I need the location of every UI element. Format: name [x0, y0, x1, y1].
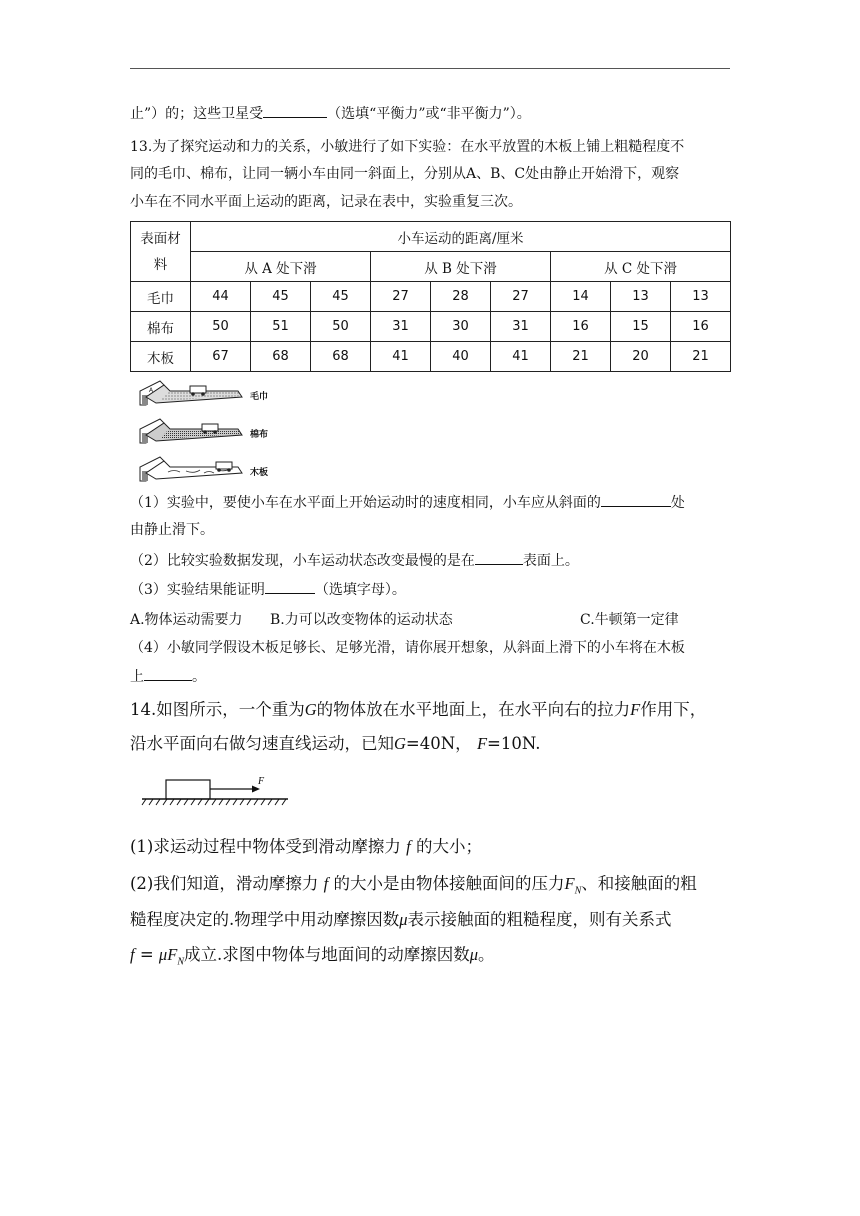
- table-cell: 21: [551, 342, 611, 372]
- table-distance-header: 小车运动的距离/厘米: [191, 222, 731, 252]
- q14-part2-text-3: 、和接触面的粗: [581, 874, 697, 893]
- q13-sub4-line: （4）小敏同学假设木板足够长、足够光滑，请你展开想象，从斜面上滑下的小车将在木板: [130, 640, 685, 656]
- q13-sub4-cont: [130, 666, 206, 687]
- table-cell: 16: [671, 312, 731, 342]
- table-cell: 15: [611, 312, 671, 342]
- q14-text-6: =10N.: [487, 734, 541, 753]
- table-cell: 50: [311, 312, 371, 342]
- ramp-figure-wood: [138, 453, 298, 483]
- symbol-friction: f: [130, 945, 135, 964]
- table-cell: 41: [491, 342, 551, 372]
- q13-intro-line-2: 同的毛巾、棉布，让同一辆小车由同一斜面上，分别从A、B、C处由静止开始滑下，观察: [130, 166, 680, 182]
- table-cell: 31: [491, 312, 551, 342]
- table-group-b: 从 B 处下滑: [371, 252, 551, 282]
- symbol-friction: f: [323, 874, 329, 893]
- table-cell: 14: [551, 282, 611, 312]
- table-row: [131, 312, 731, 342]
- symbol-f-force: F: [476, 734, 488, 753]
- table-cell: 50: [191, 312, 251, 342]
- q13-sub3-text: （3）实验结果能证明: [130, 582, 265, 598]
- table-cell: 45: [251, 282, 311, 312]
- answer-blank: [144, 666, 192, 681]
- option-c: C.牛顿第一定律: [580, 612, 679, 628]
- table-group-c: 从 C 处下滑: [551, 252, 731, 282]
- table-cell: 16: [551, 312, 611, 342]
- q14-part1-text-2: 的大小；: [415, 837, 482, 856]
- table-cell: 31: [371, 312, 431, 342]
- symbol-normal-force: F: [167, 945, 178, 964]
- table-cell: 13: [611, 282, 671, 312]
- table-cell: 30: [431, 312, 491, 342]
- q12-text-2: （选填“平衡力”或“非平衡力”）。: [327, 106, 531, 122]
- table-cell: 44: [191, 282, 251, 312]
- q12-text: 止”）的；这些卫星受: [130, 106, 264, 122]
- q13-sub1-line: [130, 492, 685, 513]
- answer-blank: [601, 492, 671, 507]
- ramp-figure-cotton: [138, 415, 298, 445]
- q14-text-5: =40N，: [405, 734, 472, 753]
- q13-sub1-text: （1）实验中，要使小车在水平面上开始运动时的速度相同，小车应从斜面的: [130, 495, 601, 511]
- q14-part2-text-2: 的大小是由物体接触面间的压力: [333, 874, 565, 893]
- row-material: 棉布: [131, 312, 191, 342]
- table-cell: 27: [371, 282, 431, 312]
- ramp-label-towel: 毛巾: [250, 392, 269, 402]
- symbol-mu: μ: [399, 910, 408, 929]
- row-material: 木板: [131, 342, 191, 372]
- q13-sub4-text-2: 。: [192, 669, 206, 685]
- symbol-f-force: F: [630, 700, 641, 719]
- q14-part2-line2: [130, 908, 672, 932]
- ramp-label-wood: 木板: [250, 468, 269, 478]
- block-force-figure: [140, 770, 290, 810]
- table-cell: 40: [431, 342, 491, 372]
- table-row: [131, 342, 731, 372]
- table-cell: 28: [431, 282, 491, 312]
- table-cell: 41: [371, 342, 431, 372]
- q14-part1: [130, 835, 482, 859]
- q14-part2-text-5: 表示接触面的粗糙程度，则有关系式: [407, 910, 672, 929]
- q13-intro-line-1: 13.为了探究运动和力的关系，小敏进行了如下实验：在水平放置的木板上铺上粗糙程度不: [130, 139, 685, 155]
- header-rule: [130, 68, 730, 69]
- table-cell: 51: [251, 312, 311, 342]
- answer-blank: [475, 550, 523, 565]
- q14-text-2: 的物体放在水平地面上，在水平向右的拉力: [316, 700, 631, 719]
- q13-sub4-text: 上: [130, 669, 144, 685]
- symbol-friction: f: [406, 837, 411, 856]
- symbol-g: G: [394, 734, 406, 753]
- svg-text:A: A: [149, 387, 154, 394]
- ramp-label-cotton: 棉布: [250, 430, 269, 440]
- q14-part2-text: (2)我们知道，滑动摩擦力: [130, 874, 319, 893]
- table-cell: 67: [191, 342, 251, 372]
- q14-part1-text: (1)求运动过程中物体受到滑动摩擦力: [130, 837, 401, 856]
- q13-sub3-line: [130, 579, 406, 600]
- option-a: A.物体运动需要力: [130, 612, 243, 628]
- q13-sub2-line: [130, 550, 579, 571]
- answer-blank: [265, 579, 315, 594]
- table-cell: 68: [251, 342, 311, 372]
- q14-text-3: 作用下，: [640, 700, 707, 719]
- symbol-mu: μ: [469, 945, 479, 964]
- q14-part2-text-7: 。: [478, 945, 495, 964]
- q13-intro-line-3: 小车在不同水平面上运动的距离，记录在表中，实验重复三次。: [130, 194, 522, 210]
- q14-part2-text-4: 糙程度决定的.物理学中用动摩擦因数: [130, 910, 400, 929]
- table-corner-header: 表面材料: [131, 222, 191, 282]
- symbol-n-subscript: N: [177, 956, 184, 968]
- ramp-figure-towel: [138, 377, 298, 407]
- distance-table: [130, 221, 731, 372]
- q12-tail-line: [130, 103, 531, 124]
- q13-sub1-text-2: 处: [670, 495, 685, 511]
- q14-text-4: 沿水平面向右做匀速直线运动，已知: [130, 734, 394, 753]
- equals-sign: =: [139, 945, 154, 964]
- table-cell: 21: [671, 342, 731, 372]
- q14-text: 14.如图所示，一个重为: [130, 700, 305, 719]
- table-group-a: 从 A 处下滑: [191, 252, 371, 282]
- q14-line-2: [130, 732, 540, 756]
- q13-sub2-text: （2）比较实验数据发现，小车运动状态改变最慢的是在: [130, 553, 475, 569]
- q14-part2-text-6: 成立.求图中物体与地面间的动摩擦因数: [183, 945, 470, 964]
- q13-sub2-text-2: 表面上。: [522, 553, 579, 569]
- row-material: 毛巾: [131, 282, 191, 312]
- figure-force-label: F: [258, 776, 265, 787]
- table-cell: 45: [311, 282, 371, 312]
- table-row: [131, 282, 731, 312]
- symbol-g: G: [304, 700, 317, 719]
- q13-sub1-cont: 由静止滑下。: [130, 522, 214, 538]
- symbol-normal-force: F: [564, 874, 575, 893]
- option-b: B.力可以改变物体的运动状态: [270, 612, 453, 628]
- table-cell: 13: [671, 282, 731, 312]
- symbol-n-subscript: N: [574, 885, 582, 897]
- answer-blank: [263, 103, 327, 118]
- q14-part2-line1: [130, 872, 697, 903]
- q14-part2-line3: [130, 943, 495, 974]
- table-cell: 27: [491, 282, 551, 312]
- symbol-mu: μ: [158, 945, 168, 964]
- q14-line-1: [130, 698, 706, 722]
- q13-sub3-text-2: （选填字母）。: [314, 582, 406, 598]
- table-cell: 20: [611, 342, 671, 372]
- table-cell: 68: [311, 342, 371, 372]
